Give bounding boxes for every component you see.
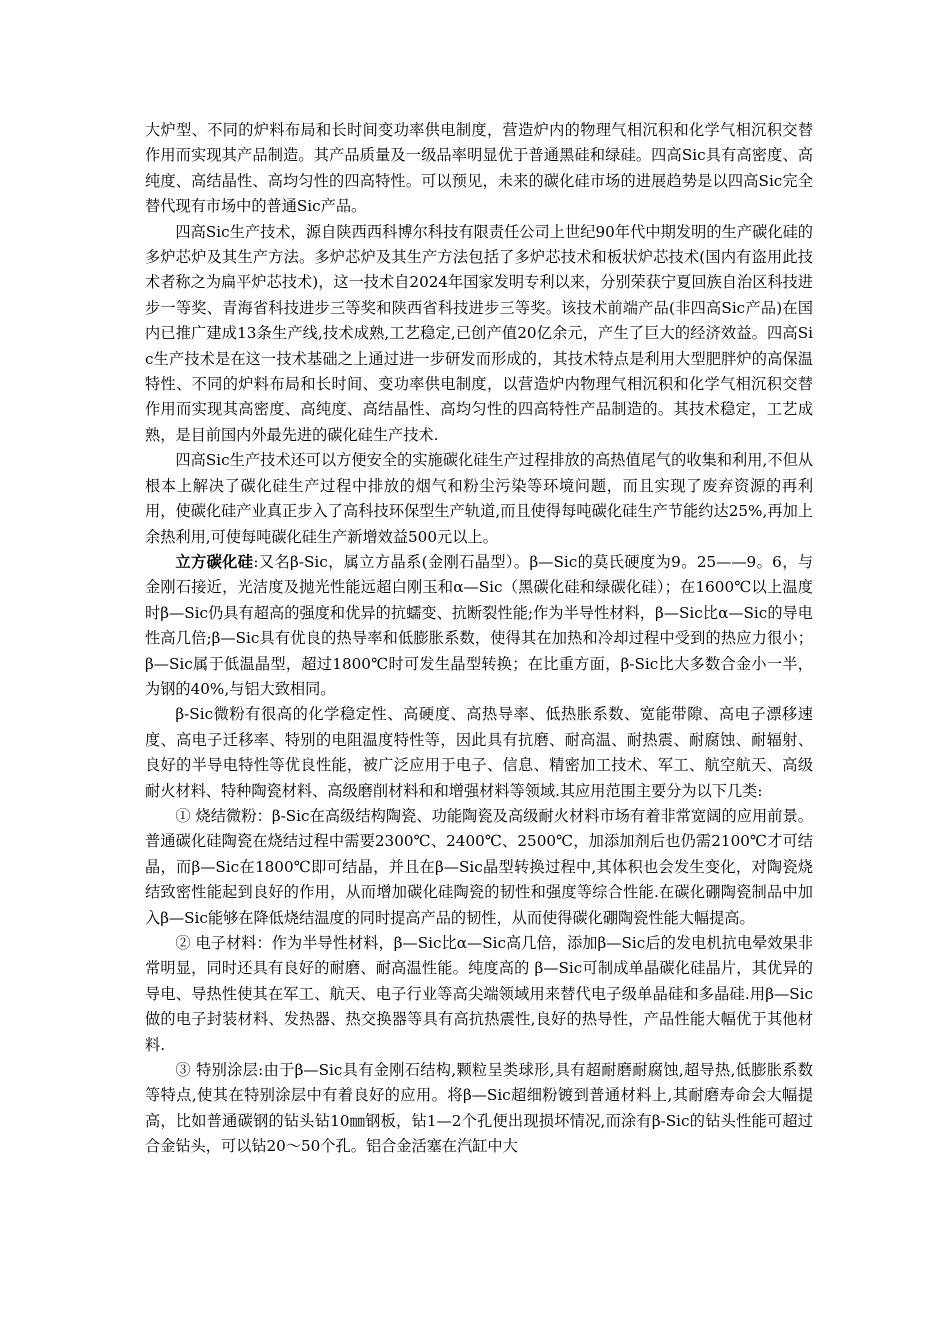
- paragraph-production-technology: 四高Sic生产技术，源自陕西西科博尔科技有限责任公司上世纪90年代中期发明的生产碳化硅的多炉芯炉及其生产方法。多炉芯炉及其生产方法包括了多炉芯技术和板状炉芯技术(国内有盗用此技术者称之为扁平炉芯技术)，这一技术自2024年国家发明专利以来，分别荣获宁夏回族自治区科技进步一等奖、青海省科技进步三等奖和陕西省科技进步三等奖。该技术前端产品(非四高Sic产品)在国内已推广建成13条生产线,技术成熟,工艺稳定,已创产值20亿余元，产生了巨大的经济效益。四高Sic生产技术是在这一技术基础之上通过进一步研发而形成的，其技术特点是利用大型肥胖炉的高保温特性、不同的炉料布局和长时间、变功率供电制度，以营造炉内物理气相沉积和化学气相沉积交替作用而实现其高密度、高纯度、高结晶性、高均匀性的四高特性产品制造的。其技术稳定，工艺成熟，是目前国内外最先进的碳化硅生产技术.: [145, 222, 813, 444]
- cubic-silicon-carbide-heading: 立方碳化硅: [175, 552, 254, 571]
- paragraph-beta-sic-micropowder: β-Sic微粉有很高的化学稳定性、高硬度、高热导率、低热胀系数、宽能带隙、高电子漂移速度、高电子迁移率、特别的电阻温度特性等，因此具有抗磨、耐高温、耐热震、耐腐蚀、耐辐射、良好的半导电特性等优良性能，被广泛应用于电子、信息、精密加工技术、军工、航空航天、高级耐火材料、特种陶瓷材料、高级磨削材料和和增强材料等领域.其应用范围主要分为以下几类:: [145, 705, 813, 800]
- document-page: [145, 118, 813, 1160]
- paragraph-special-coatings: ③ 特别涂层:由于β—Sic具有金刚石结构,颗粒呈类球形,具有超耐磨耐腐蚀,超导热,低膨胀系数等特点,使其在特别涂层中有着良好的应用。将β—Sic超细粉镀到普通材料上,其耐磨寿命会大幅提高，比如普通碳钢的钻头钻10㎜钢板，钻1—2个孔便出现损坏情况,而涂有β-Sic的钻头性能可超过合金钻头，可以钻20～50个孔。铝合金活塞在汽缸中大: [145, 1061, 813, 1156]
- paragraph-four-high-sic-intro: 大炉型、不同的炉料布局和长时间变功率供电制度，营造炉内的物理气相沉积和化学气相沉积交替作用而实现其产品制造。其产品质量及一级品率明显优于普通黑硅和绿硅。四高Sic具有高密度、高纯度、高结晶性、高均匀性的四高特性。可以预见，未来的碳化硅市场的进展趋势是以四高Sic完全替代现有市场中的普通Sic产品。: [145, 121, 813, 216]
- paragraph-electronic-materials: ② 电子材料：作为半导性材料，β—Sic比α—Sic高几倍，添加β—Sic后的发电机抗电晕效果非常明显，同时还具有良好的耐磨、耐高温性能。纯度高的 β—Sic可制成单晶碳化硅晶片，其优异的导电、导热性使其在军工、航天、电子行业等高尖端领域用来替代电子级单晶硅和多晶硅.用β—Sic做的电子封装材料、发热器、热交换器等具有高抗热震性,良好的热导性，产品性能大幅优于其他材料.: [145, 934, 813, 1054]
- paragraph-tail-gas-utilization: 四高Sic生产技术还可以方便安全的实施碳化硅生产过程排放的高热值尾气的收集和利用,不但从根本上解决了碳化硅生产过程中排放的烟气和粉尘污染等环境问题，而且实现了废弃资源的再利用，使碳化硅产业真正步入了高科技环保型生产轨道,而且使得每吨碳化硅生产节能约达25%,再加上余热利用,可使每吨碳化硅生产新增效益500元以上。: [145, 451, 813, 546]
- cubic-silicon-carbide-body: :又名β-Sic，属立方晶系(金刚石晶型）。β—Sic的莫氏硬度为9。25——9。6，与金刚石接近，光洁度及抛光性能远超白刚玉和α—Sic（黑碳化硅和绿碳化硅）；在1600℃以上温度时β—Sic仍具有超高的强度和优异的抗蠕变、抗断裂性能;作为半导性材料，β—Sic比α—Sic的导电性高几倍;β—Sic具有优良的热导率和低膨胀系数，使得其在加热和冷却过程中受到的热应力很小；β—Sic属于低温晶型，超过1800℃时可发生晶型转换；在比重方面，β-Sic比大多数合金小一半，为钢的40%,与铝大致相同。: [145, 552, 814, 698]
- paragraph-cubic-silicon-carbide: [145, 550, 813, 702]
- paragraph-sintering-powder: ① 烧结微粉：β-Sic在高级结构陶瓷、功能陶瓷及高级耐火材料市场有着非常宽阔的应用前景。普通碳化硅陶瓷在烧结过程中需要2300℃、2400℃、2500℃，加添加剂后也仍需2100℃才可结晶，而β—Sic在1800℃即可结晶，并且在β—Sic晶型转换过程中,其体积也会发生变化，对陶瓷烧结致密性能起到良好的作用，从而增加碳化硅陶瓷的韧性和强度等综合性能.在碳化硼陶瓷制品中加入β—Sic能够在降低烧结温度的同时提高产品的韧性，从而使得碳化硼陶瓷性能大幅提高。: [145, 806, 813, 927]
